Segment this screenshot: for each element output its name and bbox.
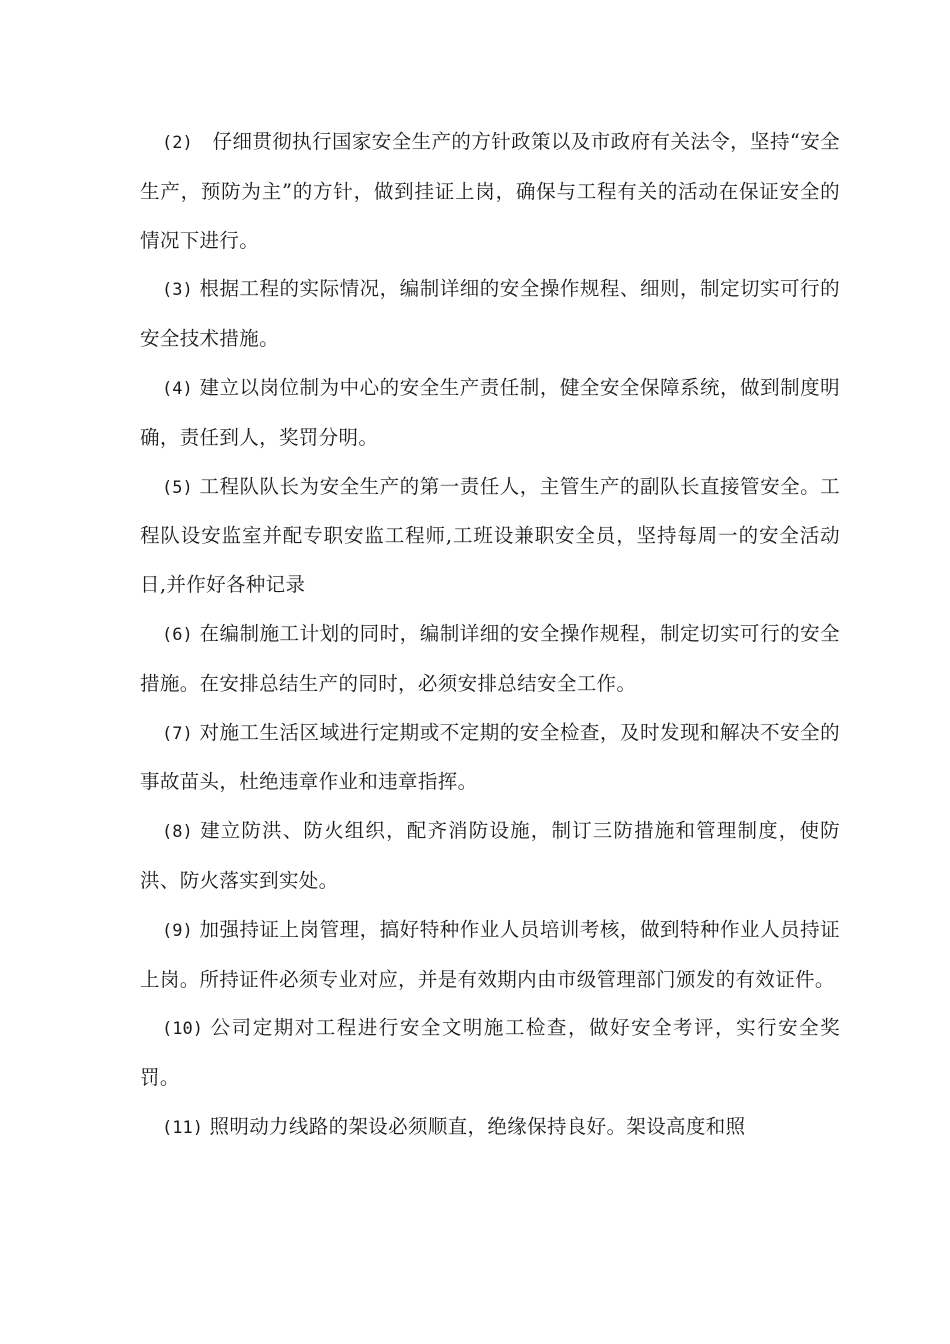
paragraph-text: 公司定期对工程进行安全文明施工检查，做好安全考评，实行安全奖罚。 [140, 1016, 840, 1090]
paragraph-8 [140, 807, 840, 906]
paragraph-4 [140, 364, 840, 463]
paragraph-text: 加强持证上岗管理，搞好特种作业人员培训考核，做到特种作业人员持证上岗。所持证件必须专业对应，并是有效期内由市级管理部门颁发的有效证件。 [140, 917, 840, 991]
paragraph-text: 在编制施工计划的同时，编制详细的安全操作规程，制定切实可行的安全措施。在安排总结生产的同时，必须安排总结安全工作。 [140, 621, 840, 695]
paragraph-11 [140, 1103, 840, 1153]
paragraph-text: 根据工程的实际情况，编制详细的安全操作规程、细则，制定切实可行的安全技术措施。 [140, 277, 840, 351]
paragraph-7 [140, 709, 840, 808]
paragraph-text: 建立防洪、防火组织，配齐消防设施，制订三防措施和管理制度，使防洪、防火落实到实处。 [140, 819, 840, 892]
paragraph-text: 对施工生活区域进行定期或不定期的安全检查，及时发现和解决不安全的事故苗头，杜绝违章作业和违章指挥。 [140, 720, 840, 794]
item-number: (8) [162, 822, 193, 843]
item-number: (4) [162, 378, 193, 399]
item-number: (5) [162, 477, 193, 498]
paragraph-5 [140, 463, 840, 610]
paragraph-10 [140, 1004, 840, 1103]
paragraph-text: 工程队队长为安全生产的第一责任人，主管生产的副队长直接管安全。工程队设安监室并配专职安监工程师,工班设兼职安全员，坚持每周一的安全活动日,并作好各种记录 [140, 474, 840, 597]
paragraph-2 [140, 118, 840, 265]
item-number: (2) [162, 133, 193, 153]
paragraph-6 [140, 610, 840, 709]
item-number: (9) [162, 920, 193, 941]
item-number: (7) [162, 723, 193, 744]
document-body [140, 118, 840, 1153]
item-number: (3) [162, 280, 193, 301]
paragraph-9 [140, 906, 840, 1005]
item-number: (11) [162, 1117, 203, 1138]
paragraph-text: 照明动力线路的架设必须顺直，绝缘保持良好。架设高度和照 [202, 1114, 746, 1138]
item-number: (6) [162, 624, 193, 645]
paragraph-text: 仔细贯彻执行国家安全生产的方针政策以及市政府有关法令，坚持“安全生产，预防为主”的方针，做到挂证上岗，确保与工程有关的活动在保证安全的情况下进行。 [140, 130, 840, 252]
paragraph-text: 建立以岗位制为中心的安全生产责任制，健全安全保障系统，做到制度明确，责任到人，奖罚分明。 [140, 375, 840, 449]
item-number: (10) [162, 1019, 203, 1040]
paragraph-3 [140, 265, 840, 364]
